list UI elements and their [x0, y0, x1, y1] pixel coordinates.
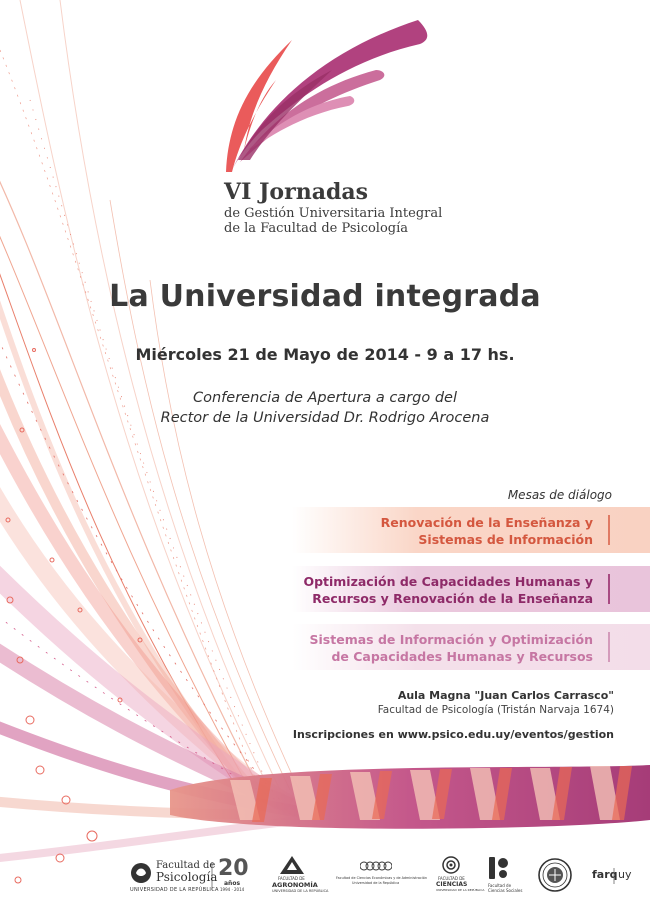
uy-text: uy: [618, 868, 632, 881]
event-subtitle-line2: de la Facultad de Psicología: [224, 221, 409, 236]
psicologia-emblem-icon: [130, 862, 152, 884]
anniversary-years: 1994 · 2014: [220, 887, 245, 892]
mesa-item-divider: [608, 574, 610, 604]
ciencias-sociales-icon: [488, 856, 510, 880]
mesa-item-line1: Optimización de Capacidades Humanas y: [303, 574, 593, 589]
agronomia-line3: UNIVERSIDAD DE LA REPÚBLICA: [272, 889, 329, 893]
mesa-item-divider: [608, 515, 610, 545]
mesa-item-line2: de Capacidades Humanas y Recursos: [331, 649, 593, 664]
mesa-item: [292, 566, 650, 612]
anniversary-word: años: [224, 880, 241, 887]
event-subtitle-line1: de Gestión Universitaria Integral: [224, 206, 443, 221]
venue-address: Facultad de Psicología (Tristán Narvaja 1674): [377, 704, 614, 716]
farq-text: farq: [592, 868, 618, 881]
anniversary-number: 20: [218, 856, 249, 881]
psicologia-line2: Psicología: [156, 870, 218, 884]
main-title: La Universidad integrada: [109, 279, 541, 314]
event-name: VI Jornadas: [224, 179, 368, 205]
economicas-line2: Universidad de la República: [352, 881, 400, 885]
mesa-item: [292, 507, 650, 553]
mesa-item-divider: [608, 632, 610, 662]
university-seal: [538, 858, 572, 896]
mesa-item: [292, 624, 650, 670]
ciencias-sociales-line2: Ciencias Sociales: [488, 888, 523, 893]
registration-info: Inscripciones en www.psico.edu.uy/eventos/gestion: [292, 728, 614, 741]
conference-line2: Rector de la Universidad Dr. Rodrigo Arocena: [160, 410, 490, 426]
ciencias-sociales-line1: Facultad de: [488, 883, 512, 888]
venue-name: Aula Magna "Juan Carlos Carrasco": [397, 689, 614, 702]
psicologia-line1: Facultad de: [156, 860, 216, 871]
psicologia-line3: UNIVERSIDAD DE LA REPÚBLICA: [130, 887, 219, 893]
mesas-label: Mesas de diálogo: [507, 488, 612, 502]
agronomia-line2: AGRONOMÍA: [272, 881, 318, 889]
economicas-line1: Facultad de Ciencias Económicas y de Administración: [336, 876, 427, 880]
ciencias-line1: FACULTAD DE: [438, 876, 465, 881]
mesa-item-line2: Sistemas de Información: [418, 532, 593, 547]
event-date: Miércoles 21 de Mayo de 2014 - 9 a 17 hs.: [135, 345, 515, 364]
left-ribbon-lines: [0, 0, 300, 860]
mesa-item-line1: Renovación de la Enseñanza y: [380, 515, 593, 530]
mesa-item-line1: Sistemas de Información y Optimización: [309, 632, 593, 647]
agronomia-triangle-icon: [280, 856, 304, 874]
ciencias-line2: CIENCIAS: [436, 881, 468, 888]
university-seal-icon: [538, 858, 572, 892]
economicas-circles-icon: [360, 860, 392, 872]
agronomia-line1: FACULTAD DE: [278, 876, 305, 881]
mesa-item-line2: Recursos y Renovación de la Enseñanza: [312, 591, 593, 606]
sponsor-logos: [0, 848, 650, 898]
ciencias-spiral-icon: [442, 856, 460, 874]
ciencias-line3: UNIVERSIDAD DE LA REPÚBLICA: [436, 888, 485, 892]
jornadas-flame-logo: [226, 20, 427, 172]
conference-line1: Conferencia de Apertura a cargo del: [192, 390, 457, 406]
